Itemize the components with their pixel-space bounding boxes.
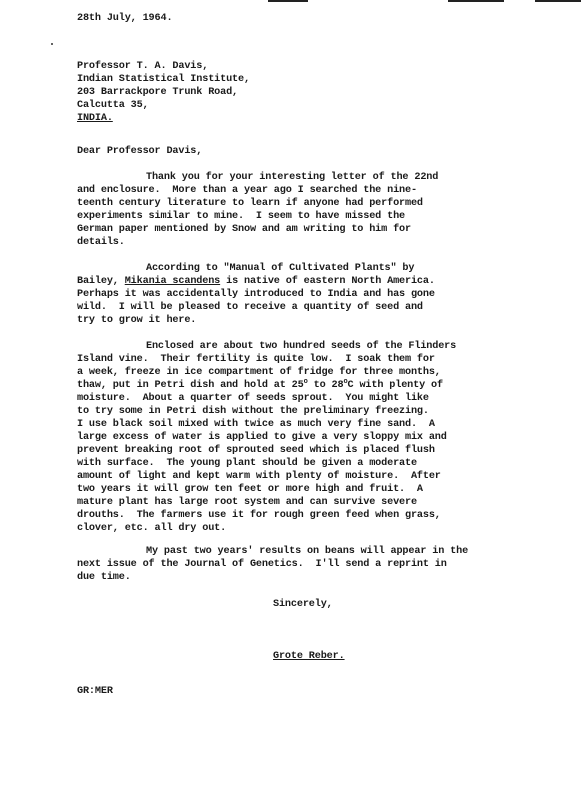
address-line: 203 Barrackpore Trunk Road, [77, 87, 239, 98]
signature-name: Grote Reber. [273, 651, 345, 662]
paragraph-3-line: to try some in Petri dish without the preliminary freezing. [77, 406, 429, 417]
paragraph-2-line: try to grow it here. [77, 315, 197, 326]
letter-date: 28th July, 1964. [77, 13, 173, 24]
paragraph-3-line: two years it will grow ten feet or more high and fruit. A [77, 484, 423, 495]
paragraph-2-line: Perhaps it was accidentally introduced to India and has gone [77, 289, 435, 300]
paragraph-1-line: German paper mentioned by Snow and am writing to him for [77, 224, 411, 235]
paragraph-1-line: details. [77, 237, 125, 248]
paragraph-1-line: Thank you for your interesting letter of the 22nd [146, 172, 439, 183]
degree-sign: o [343, 378, 348, 386]
paragraph-3-line: clover, etc. all dry out. [77, 523, 227, 534]
paragraph-3-line: a week, freeze in ice compartment of fridge for three months, [77, 367, 441, 378]
scan-speck [51, 43, 53, 45]
paragraph-3-line: drouths. The farmers use it for rough green feed when grass, [77, 510, 441, 521]
paragraph-3-line: prevent breaking root of sprouted seed which is placed flush [77, 445, 435, 456]
paragraph-1-line: experiments similar to mine. I seem to have missed the [77, 211, 405, 222]
address-country: INDIA. [77, 113, 113, 124]
paragraph-4-line: My past two years' results on beans will appear in the [146, 546, 469, 557]
address-line: Calcutta 35, [77, 100, 149, 111]
paragraph-3-line: Enclosed are about two hundred seeds of the Flinders [146, 341, 457, 352]
degree-sign: o [303, 378, 308, 386]
paragraph-4-line: due time. [77, 572, 131, 583]
temperature-text: C with plenty of [347, 380, 443, 391]
paragraph-2-line [77, 275, 435, 288]
species-name: Mikania scandens [124, 276, 221, 287]
paragraph-2-text: Bailey, [77, 276, 125, 287]
top-rule-right [448, 0, 504, 2]
paragraph-3-line: Island vine. Their fertility is quite low. I soak them for [77, 354, 435, 365]
temperature-text: thaw, put in Petri dish and hold at 25 [77, 380, 304, 391]
paragraph-3-line: mature plant has large root system and can survive severe [77, 497, 417, 508]
top-rule-left [268, 0, 308, 2]
paragraph-2-line: wild. I will be pleased to receive a quantity of seed and [77, 302, 423, 313]
paragraph-1-line: and enclosure. More than a year ago I searched the nine- [77, 185, 417, 196]
paragraph-3-line: with surface. The young plant should be given a moderate [77, 458, 417, 469]
paragraph-1-line: teenth century literature to learn if anyone had performed [77, 198, 423, 209]
paragraph-3-line: I use black soil mixed with twice as much very fine sand. A [77, 419, 435, 430]
closing: Sincerely, [273, 599, 333, 610]
paragraph-3-line: amount of light and kept warm with plenty of moisture. After [77, 471, 441, 482]
paragraph-4-line: next issue of the Journal of Genetics. I'll send a reprint in [77, 559, 447, 570]
address-line: Professor T. A. Davis, [77, 61, 209, 72]
paragraph-3-line: moisture. About a quarter of seeds sprout. You might like [77, 393, 429, 404]
temperature-text: to 28 [307, 380, 344, 391]
paragraph-3-line: large excess of water is applied to give a very sloppy mix and [77, 432, 447, 443]
top-rule-far-right [535, 0, 581, 2]
salutation: Dear Professor Davis, [77, 146, 203, 157]
address-line: Indian Statistical Institute, [77, 74, 250, 85]
paragraph-2-line: According to "Manual of Cultivated Plants" by [146, 263, 415, 274]
paragraph-3-line [77, 379, 443, 392]
paragraph-2-text: is native of eastern North America. [220, 276, 435, 287]
typist-initials: GR:MER [77, 686, 113, 697]
